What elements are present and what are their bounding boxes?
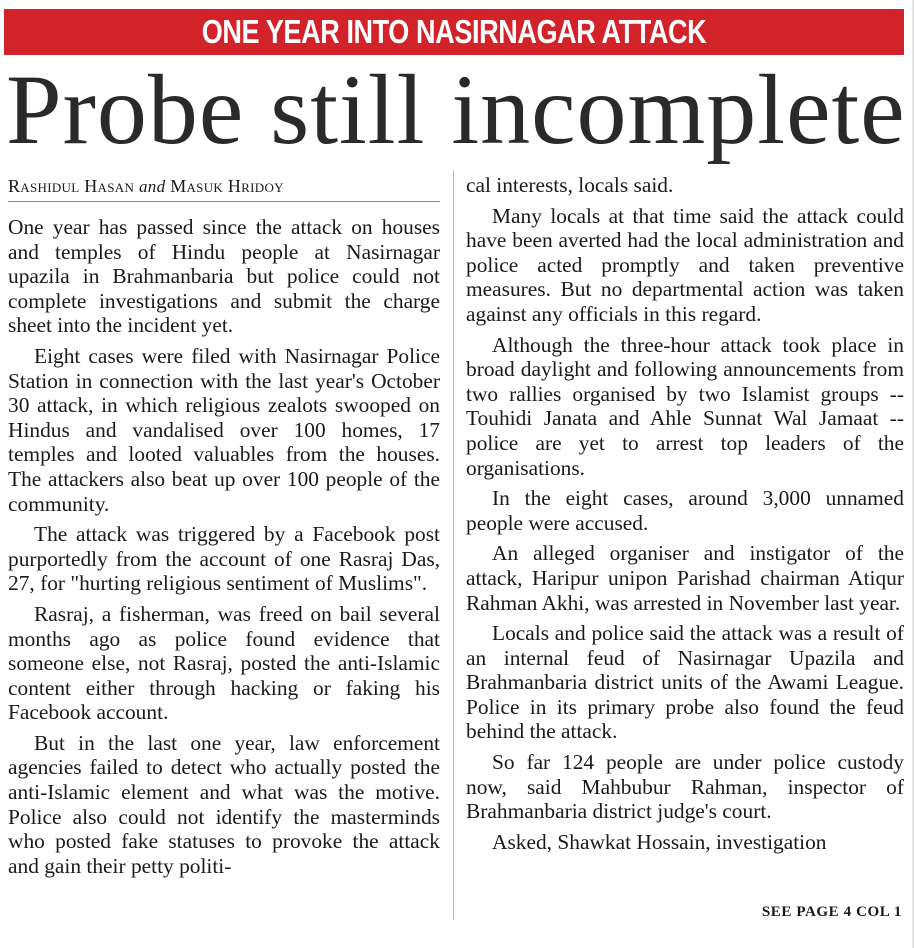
- article-column-left: [8, 215, 440, 884]
- byline-conjunction: and: [138, 177, 166, 196]
- paragraph: The attack was triggered by a Facebook post purportedly from the account of one Rasraj Das, 27, for "hurting religious sentiment of Muslims".: [8, 522, 440, 596]
- paragraph: Asked, Shawkat Hossain, investigation: [492, 829, 827, 854]
- paragraph: Eight cases were filed with Nasirnagar Police Station in connection with the last year's October 30 attack, in which religious zealots swooped on Hindus and vandalised over 100 homes, 17 temples and looted valuables from the houses. The attackers also beat up over 100 people of the community.: [8, 343, 440, 516]
- paragraph: In the eight cases, around 3,000 unnamed people were accused.: [466, 486, 904, 535]
- paragraph: Rasraj, a fisherman, was freed on bail several months ago as police found evidence that someone else, not Rasraj, posted the anti-Islamic content either through hacking or faking his Facebook account.: [8, 601, 440, 725]
- headline: Probe still incomplete: [6, 54, 906, 165]
- article-column-right: [466, 173, 904, 860]
- column-divider: [453, 170, 454, 920]
- paragraph-continuation: cal interests, locals said.: [466, 173, 674, 197]
- byline: [8, 175, 440, 198]
- byline-rule: [8, 201, 440, 202]
- paragraph: An alleged organiser and instigator of the attack, Haripur unipon Parishad chairman Atiqur Rahman Akhi, was arrested in November last year.: [466, 541, 904, 615]
- paragraph: Many locals at that time said the attack could have been averted had the local administration and police acted promptly and taken preventive measures. But no departmental action was taken against any officials in this regard.: [466, 203, 904, 326]
- byline-author-2: Masuk Hridoy: [170, 176, 284, 196]
- page-edge: [912, 0, 914, 948]
- paragraph: Although the three-hour attack took place in broad daylight and following announcements from two rallies organised by two Islamist groups -- Touhidi Janata and Ahle Sunnat Wal Jamaat -- police are yet to arrest top leaders of the organisations.: [466, 332, 904, 480]
- kicker-text: ONE YEAR INTO NASIRNAGAR ATTACK: [85, 9, 823, 55]
- byline-author-1: Rashidul Hasan: [8, 176, 135, 196]
- paragraph: One year has passed since the attack on houses and temples of Hindu people at Nasirnagar upazila in Brahmanbaria but police could not complete investigations and submit the charge sheet into the incident yet.: [8, 215, 440, 338]
- paragraph: So far 124 people are under police custody now, said Mahbubur Rahman, inspector of Brahmanbaria district judge's court.: [466, 750, 904, 824]
- paragraph: Locals and police said the attack was a result of an internal feud of Nasirnagar Upazila and Brahmanbaria district units of the Awami League. Police in its primary probe also found the feud behind the attack.: [466, 621, 904, 744]
- jump-line: SEE PAGE 4 COL 1: [761, 904, 902, 920]
- paragraph: But in the last one year, law enforcement agencies failed to detect who actually posted the anti-Islamic element and what was the motive. Police also could not identify the masterminds who posted fake statuses to provoke the attack and gain their petty politi-: [8, 730, 440, 878]
